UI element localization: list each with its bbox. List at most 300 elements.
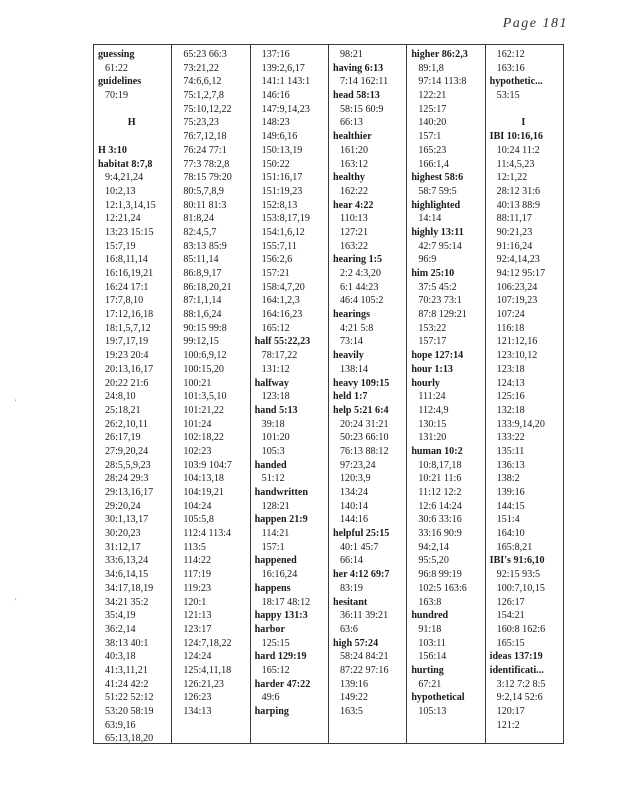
index-subentry: 29:13,16,17 bbox=[105, 487, 154, 498]
index-subentry: 63:6 bbox=[339, 623, 358, 635]
index-subentry: 162:12 bbox=[496, 49, 525, 60]
index-subentry: 12:21,24 bbox=[105, 213, 141, 225]
index-subentry: 101:3,5,10 bbox=[183, 391, 227, 403]
index-entry: happened bbox=[254, 555, 297, 567]
index-subentry: 33:16 90:9 bbox=[418, 528, 462, 540]
index-subentry: 53:20 58:19 bbox=[105, 706, 154, 717]
index-subentry: 12:1,3,14,15 bbox=[105, 199, 156, 211]
index-subentry: 100:7,10,15 bbox=[496, 582, 545, 594]
index-subentry: 30:6 33:16 bbox=[418, 514, 462, 526]
index-entry: IBI 10:16,16 bbox=[489, 131, 543, 143]
index-entry: highly 13:11 bbox=[411, 226, 464, 238]
blank-line bbox=[98, 130, 171, 144]
index-subentry: 11:4,5,23 bbox=[496, 158, 535, 170]
index-column-4 bbox=[329, 45, 407, 743]
index-subentry: 80:11 81:3 bbox=[183, 199, 227, 211]
index-entry: healthy bbox=[332, 172, 365, 184]
index-subentry: 138:14 bbox=[339, 363, 369, 375]
index-entry: happy 131:3 bbox=[254, 610, 308, 622]
index-entry: hand 5:13 bbox=[254, 404, 298, 416]
index-subentry: 113:5 bbox=[183, 541, 206, 553]
index-subentry: 136:13 bbox=[496, 459, 525, 471]
index-subentry: 156:14 bbox=[418, 651, 447, 663]
index-subentry: 10:8,17,18 bbox=[418, 459, 462, 471]
index-subentry: 63:9,16 bbox=[105, 719, 136, 731]
index-subentry: 127:21 bbox=[339, 226, 369, 238]
index-subentry: 10:2,13 bbox=[105, 185, 136, 197]
index-entry: held 1:7 bbox=[332, 391, 368, 403]
index-subentry: 165:12 bbox=[261, 664, 290, 676]
index-subentry: 164:10 bbox=[496, 528, 525, 540]
index-subentry: 100:21 bbox=[183, 377, 212, 389]
index-entry: heavily bbox=[332, 350, 364, 362]
index-entry: hypothetical bbox=[411, 692, 465, 704]
index-subentry: 83:19 bbox=[339, 582, 363, 594]
index-entry: hesitant bbox=[332, 596, 368, 608]
index-subentry: 91:16,24 bbox=[496, 240, 533, 252]
index-entry: hearings bbox=[332, 309, 370, 321]
index-subentry: 133:22 bbox=[496, 432, 525, 444]
index-entry: half 55:22,23 bbox=[254, 336, 311, 348]
index-subentry: 96:9 bbox=[418, 254, 437, 266]
index-subentry: 15:7,19 bbox=[105, 240, 136, 252]
index-subentry: 58:15 60:9 bbox=[339, 103, 384, 115]
index-entry: her 4:12 69:7 bbox=[332, 569, 390, 581]
index-entry: high 57:24 bbox=[332, 637, 379, 649]
index-subentry: 13:23 15:15 bbox=[105, 226, 154, 238]
index-subentry: 17:7,8,10 bbox=[105, 295, 144, 307]
index-subentry: 92:4,14,23 bbox=[496, 254, 540, 266]
index-subentry: 104:13,18 bbox=[183, 473, 224, 485]
index-subentry: 58:24 84:21 bbox=[339, 651, 389, 663]
index-subentry: 99:12,15 bbox=[183, 336, 219, 348]
index-subentry: 41:3,11,21 bbox=[105, 664, 148, 676]
index-subentry: 20:24 31:21 bbox=[339, 418, 389, 430]
index-subentry: 90:21,23 bbox=[496, 226, 533, 238]
index-subentry: 70:23 73:1 bbox=[418, 295, 462, 307]
index-entry: higher 86:2,3 bbox=[411, 49, 468, 60]
index-subentry: 157:17 bbox=[418, 336, 447, 348]
index-column-1 bbox=[94, 45, 172, 743]
index-entry: handed bbox=[254, 459, 287, 471]
index-subentry: 28:12 31:6 bbox=[496, 185, 541, 197]
index-subentry: 114:22 bbox=[183, 555, 211, 567]
section-letter-heading: I bbox=[521, 117, 526, 129]
index-subentry: 123:17 bbox=[183, 623, 212, 635]
index-subentry: 96:8 99:19 bbox=[418, 569, 462, 581]
index-subentry: 114:21 bbox=[261, 528, 290, 540]
index-subentry: 27:9,20,24 bbox=[105, 445, 149, 457]
index-subentry: 16:16,24 bbox=[261, 569, 298, 581]
index-subentry: 58:7 59:5 bbox=[418, 185, 457, 197]
index-subentry: 11:12 12:2 bbox=[418, 487, 462, 498]
index-subentry: 104:19,21 bbox=[183, 487, 224, 498]
index-subentry: 156:2,6 bbox=[261, 254, 293, 266]
section-letter-heading: H bbox=[127, 117, 136, 129]
index-subentry: 107:24 bbox=[496, 309, 525, 321]
index-subentry: 34:21 35:2 bbox=[105, 596, 149, 608]
index-subentry: 28:5,5,9,23 bbox=[105, 459, 151, 471]
index-subentry: 36:11 39:21 bbox=[339, 610, 389, 622]
index-subentry: 12:1,22 bbox=[496, 172, 528, 184]
index-subentry: 120:17 bbox=[496, 706, 525, 717]
index-subentry: 51:22 52:12 bbox=[105, 692, 154, 704]
index-subentry: 17:12,16,18 bbox=[105, 309, 154, 321]
index-subentry: 124:13 bbox=[496, 377, 525, 389]
index-column-5 bbox=[407, 45, 485, 743]
index-subentry: 163:12 bbox=[339, 158, 369, 170]
index-subentry: 2:2 4:3,20 bbox=[339, 268, 381, 279]
blank-line bbox=[490, 103, 563, 117]
index-entry: human 10:2 bbox=[411, 445, 463, 457]
index-subentry: 66:14 bbox=[339, 555, 363, 567]
index-subentry: 104:24 bbox=[183, 500, 212, 512]
index-subentry: 123:18 bbox=[261, 391, 290, 403]
index-subentry: 97:14 113:8 bbox=[418, 76, 467, 88]
index-subentry: 131:20 bbox=[418, 432, 447, 444]
index-subentry: 130:15 bbox=[418, 418, 447, 430]
index-subentry: 49:6 bbox=[261, 692, 280, 704]
index-subentry: 163:22 bbox=[339, 240, 369, 252]
index-subentry: 4:21 5:8 bbox=[339, 322, 374, 334]
index-subentry: 85:11,14 bbox=[183, 254, 219, 266]
index-subentry: 26:2,10,11 bbox=[105, 418, 148, 430]
index-subentry: 151:4 bbox=[496, 514, 520, 526]
index-subentry: 125:16 bbox=[496, 391, 525, 403]
index-subentry: 166:1,4 bbox=[418, 158, 449, 170]
index-subentry: 35:4,19 bbox=[105, 610, 136, 622]
index-entry: hard 129:19 bbox=[254, 651, 307, 663]
index-subentry: 51:12 bbox=[261, 473, 285, 485]
index-subentry: 34:6,14,15 bbox=[105, 569, 149, 581]
index-subentry: 67:21 bbox=[418, 678, 442, 690]
index-subentry: 134:13 bbox=[183, 706, 212, 717]
index-subentry: 102:5 163:6 bbox=[418, 582, 467, 594]
index-subentry: 123:10,12 bbox=[496, 350, 538, 362]
index-subentry: 149:22 bbox=[339, 692, 369, 704]
index-subentry: 121:13 bbox=[183, 610, 212, 622]
index-subentry: 95:5,20 bbox=[418, 555, 449, 567]
index-subentry: 138:2 bbox=[496, 473, 520, 485]
index-subentry: 9:4,21,24 bbox=[105, 172, 144, 184]
index-subentry: 100:15,20 bbox=[183, 363, 224, 375]
index-subentry: 7:14 162:11 bbox=[339, 76, 389, 88]
index-subentry: 101:24 bbox=[183, 418, 212, 430]
index-entry: helpful 25:15 bbox=[332, 528, 390, 540]
index-subentry: 112:4 113:4 bbox=[183, 528, 232, 540]
index-subentry: 14:14 bbox=[418, 213, 442, 225]
index-subentry: 30:20,23 bbox=[105, 528, 141, 540]
index-subentry: 10:21 11:6 bbox=[418, 473, 462, 485]
index-subentry: 6:1 44:23 bbox=[339, 281, 379, 293]
index-subentry: 40:1 45:7 bbox=[339, 541, 379, 553]
index-subentry: 154:21 bbox=[496, 610, 525, 622]
index-subentry: 151:19,23 bbox=[261, 185, 303, 197]
index-subentry: 53:15 bbox=[496, 90, 520, 102]
index-subentry: 139:16 bbox=[496, 487, 525, 498]
scan-artifact-mark: ' bbox=[15, 398, 17, 407]
index-subentry: 163:8 bbox=[418, 596, 442, 608]
index-entry: harping bbox=[254, 706, 289, 717]
index-entry: harder 47:22 bbox=[254, 678, 311, 690]
scan-artifact-mark: ' bbox=[15, 597, 17, 606]
index-subentry: 76:7,12,18 bbox=[183, 131, 227, 143]
index-subentry: 151:16,17 bbox=[261, 172, 303, 184]
index-entry: head 58:13 bbox=[332, 90, 380, 102]
index-entry: IBI's 91:6,10 bbox=[489, 555, 545, 567]
index-entry: hypothetic... bbox=[489, 76, 543, 88]
index-subentry: 107:19,23 bbox=[496, 295, 538, 307]
index-subentry: 12:6 14:24 bbox=[418, 500, 462, 512]
index-entry: guidelines bbox=[98, 76, 142, 88]
index-subentry: 82:4,5,7 bbox=[183, 226, 217, 238]
index-subentry: 18:1,5,7,12 bbox=[105, 322, 151, 334]
index-subentry: 165:23 bbox=[418, 144, 447, 156]
index-subentry: 128:21 bbox=[261, 500, 290, 512]
index-entry: heavy 109:15 bbox=[332, 377, 390, 389]
index-subentry: 103:9 104:7 bbox=[183, 459, 232, 471]
index-entry: identificati... bbox=[489, 664, 544, 676]
index-subentry: 75:23,23 bbox=[183, 117, 219, 129]
index-subentry: 155:7,11 bbox=[261, 240, 297, 252]
index-entry: highest 58:6 bbox=[411, 172, 464, 184]
index-subentry: 124:24 bbox=[183, 651, 212, 663]
index-subentry: 121:2 bbox=[496, 719, 520, 731]
index-subentry: 139:16 bbox=[339, 678, 369, 690]
index-subentry: 164:1,2,3 bbox=[261, 295, 300, 307]
index-subentry: 74:6,6,12 bbox=[183, 76, 222, 88]
index-subentry: 78:17,22 bbox=[261, 350, 298, 362]
index-subentry: 125:17 bbox=[418, 103, 447, 115]
index-entry: help 5:21 6:4 bbox=[332, 404, 389, 416]
index-subentry: 124:7,18,22 bbox=[183, 637, 232, 649]
index-subentry: 24:8,10 bbox=[105, 391, 136, 403]
index-subentry: 144:15 bbox=[496, 500, 525, 512]
index-subentry: 39:18 bbox=[261, 418, 285, 430]
index-column-2 bbox=[172, 45, 250, 743]
index-subentry: 117:19 bbox=[183, 569, 211, 581]
index-subentry: 73:14 bbox=[339, 336, 363, 348]
index-subentry: 94:2,14 bbox=[418, 541, 449, 553]
index-subentry: 157:21 bbox=[261, 268, 290, 279]
index-entry: hear 4:22 bbox=[332, 199, 374, 211]
index-subentry: 153:8,17,19 bbox=[261, 213, 310, 225]
index-subentry: 77:3 78:2,8 bbox=[183, 158, 230, 170]
index-subentry: 140:20 bbox=[418, 117, 447, 129]
index-entry: hour 1:13 bbox=[411, 363, 453, 375]
index-subentry: 120:1 bbox=[183, 596, 207, 608]
index-subentry: 81:8,24 bbox=[183, 213, 214, 225]
index-entry: ideas 137:19 bbox=[489, 651, 543, 663]
index-entry: hundred bbox=[411, 610, 449, 622]
index-subentry: 94:12 95:17 bbox=[496, 268, 546, 279]
index-subentry: 87:1,1,14 bbox=[183, 295, 222, 307]
index-subentry: 3:12 7:2 8:5 bbox=[496, 678, 546, 690]
index-subentry: 160:8 162:6 bbox=[496, 623, 546, 635]
index-subentry: 165:8,21 bbox=[496, 541, 533, 553]
index-subentry: 83:13 85:9 bbox=[183, 240, 227, 252]
index-entry: highlighted bbox=[411, 199, 461, 211]
index-subentry: 40:13 88:9 bbox=[496, 199, 541, 211]
index-subentry: 149:6,16 bbox=[261, 131, 298, 143]
index-entry: handwritten bbox=[254, 487, 308, 498]
index-subentry: 163:5 bbox=[339, 706, 363, 717]
index-subentry: 157:1 bbox=[418, 131, 442, 143]
index-subentry: 126:21,23 bbox=[183, 678, 224, 690]
index-subentry: 92:15 93:5 bbox=[496, 569, 541, 581]
index-subentry: 87:22 97:16 bbox=[339, 664, 389, 676]
index-subentry: 29:20,24 bbox=[105, 500, 141, 512]
index-entry: harbor bbox=[254, 623, 285, 635]
index-entry: hearing 1:5 bbox=[332, 254, 383, 266]
index-subentry: 70:19 bbox=[105, 90, 128, 102]
index-subentry: 25:18,21 bbox=[105, 404, 141, 416]
index-subentry: 80:5,7,8,9 bbox=[183, 185, 224, 197]
index-entry: happen 21:9 bbox=[254, 514, 308, 526]
index-subentry: 105:13 bbox=[418, 706, 447, 717]
index-entry: halfway bbox=[254, 377, 289, 389]
index-subentry: 162:22 bbox=[339, 185, 369, 197]
index-subentry: 75:10,12,22 bbox=[183, 103, 232, 115]
index-subentry: 16:8,11,14 bbox=[105, 254, 148, 266]
index-subentry: 40:3,18 bbox=[105, 651, 136, 663]
index-subentry: 112:4,9 bbox=[418, 404, 449, 416]
index-subentry: 66:13 bbox=[339, 117, 363, 129]
index-subentry: 137:16 bbox=[261, 49, 290, 60]
index-entry: happens bbox=[254, 582, 291, 594]
index-subentry: 41:24 42:2 bbox=[105, 678, 149, 690]
index-subentry: 165:12 bbox=[261, 322, 290, 334]
index-subentry: 154:1,6,12 bbox=[261, 226, 305, 238]
index-entry: healthier bbox=[332, 131, 372, 143]
index-subentry: 131:12 bbox=[261, 363, 290, 375]
index-subentry: 10:24 11:2 bbox=[496, 144, 540, 156]
index-subentry: 121:12,16 bbox=[496, 336, 538, 348]
index-subentry: 111:24 bbox=[418, 391, 446, 403]
index-subentry: 141:1 143:1 bbox=[261, 76, 311, 88]
index-subentry: 31:12,17 bbox=[105, 541, 141, 553]
index-subentry: 132:18 bbox=[496, 404, 525, 416]
index-subentry: 33:6,13,24 bbox=[105, 555, 149, 567]
index-subentry: 86:18,20,21 bbox=[183, 281, 232, 293]
index-subentry: 125:15 bbox=[261, 637, 290, 649]
index-entry: hope 127:14 bbox=[411, 350, 464, 362]
index-subentry: 38:13 40:1 bbox=[105, 637, 149, 649]
index-subentry: 140:14 bbox=[339, 500, 369, 512]
index-column-6 bbox=[486, 45, 563, 743]
index-subentry: 105:3 bbox=[261, 445, 285, 457]
index-subentry: 97:23,24 bbox=[339, 459, 376, 471]
index-subentry: 42:7 95:14 bbox=[418, 240, 462, 252]
index-subentry: 119:23 bbox=[183, 582, 211, 594]
index-subentry: 125:4,11,18 bbox=[183, 664, 232, 676]
index-subentry: 152:8,13 bbox=[261, 199, 298, 211]
index-subentry: 34:17,18,19 bbox=[105, 582, 154, 594]
index-subentry: 36:2,14 bbox=[105, 623, 136, 635]
index-subentry: 28:24 29:3 bbox=[105, 473, 149, 485]
index-subentry: 150:13,19 bbox=[261, 144, 303, 156]
index-subentry: 20:13,16,17 bbox=[105, 363, 154, 375]
index-subentry: 144:16 bbox=[339, 514, 369, 526]
index-subentry: 164:16,23 bbox=[261, 309, 303, 321]
index-subentry: 101:21,22 bbox=[183, 404, 224, 416]
index-column-3 bbox=[251, 45, 329, 743]
index-entry: having 6:13 bbox=[332, 62, 384, 74]
index-subentry: 146:16 bbox=[261, 90, 290, 102]
index-entry: H 3:10 bbox=[98, 144, 127, 156]
blank-line bbox=[98, 103, 171, 117]
index-subentry: 101:20 bbox=[261, 432, 290, 444]
index-subentry: 75:1,2,7,8 bbox=[183, 90, 224, 102]
index-subentry: 150:22 bbox=[261, 158, 290, 170]
index-subentry: 106:23,24 bbox=[496, 281, 538, 293]
index-subentry: 135:11 bbox=[496, 445, 525, 457]
index-subentry: 20:22 21:6 bbox=[105, 377, 149, 389]
index-subentry: 165:15 bbox=[496, 637, 525, 649]
index-subentry: 88:11,17 bbox=[496, 213, 532, 225]
index-entry: hurting bbox=[411, 664, 444, 676]
index-subentry: 46:4 105:2 bbox=[339, 295, 384, 307]
index-subentry: 61:22 bbox=[105, 62, 128, 74]
word-index-table bbox=[93, 44, 564, 744]
index-entry: hourly bbox=[411, 377, 440, 389]
index-subentry: 147:9,14,23 bbox=[261, 103, 310, 115]
index-subentry: 91:18 bbox=[418, 623, 442, 635]
index-subentry: 126:23 bbox=[183, 692, 212, 704]
index-subentry: 139:2,6,17 bbox=[261, 62, 305, 74]
index-subentry: 76:24 77:1 bbox=[183, 144, 227, 156]
index-subentry: 102:18,22 bbox=[183, 432, 224, 444]
index-subentry: 126:17 bbox=[496, 596, 525, 608]
index-subentry: 103:11 bbox=[418, 637, 446, 649]
index-subentry: 16:24 17:1 bbox=[105, 281, 149, 293]
index-subentry: 161:20 bbox=[339, 144, 369, 156]
index-subentry: 18:17 48:12 bbox=[261, 596, 311, 608]
index-subentry: 133:9,14,20 bbox=[496, 418, 545, 430]
index-subentry: 120:3,9 bbox=[339, 473, 371, 485]
index-subentry: 158:4,7,20 bbox=[261, 281, 305, 293]
index-subentry: 123:18 bbox=[496, 363, 525, 375]
index-subentry: 50:23 66:10 bbox=[339, 432, 389, 444]
index-subentry: 73:21,22 bbox=[183, 62, 219, 74]
index-subentry: 122:21 bbox=[418, 90, 447, 102]
index-subentry: 9:2,14 52:6 bbox=[496, 692, 543, 704]
index-subentry: 89:1,8 bbox=[418, 62, 444, 74]
index-subentry: 26:17,19 bbox=[105, 432, 141, 444]
index-subentry: 163:16 bbox=[496, 62, 525, 74]
index-subentry: 30:1,13,17 bbox=[105, 514, 149, 526]
index-subentry: 19:23 20:4 bbox=[105, 350, 149, 362]
index-subentry: 86:8,9,17 bbox=[183, 268, 222, 279]
index-subentry: 78:15 79:20 bbox=[183, 172, 232, 184]
index-subentry: 102:23 bbox=[183, 445, 212, 457]
index-subentry: 116:18 bbox=[496, 322, 525, 334]
index-subentry: 76:13 88:12 bbox=[339, 445, 389, 457]
index-subentry: 105:5,8 bbox=[183, 514, 214, 526]
index-subentry: 153:22 bbox=[418, 322, 447, 334]
index-subentry: 16:16,19,21 bbox=[105, 268, 154, 279]
index-subentry: 87:8 129:21 bbox=[418, 309, 467, 321]
index-subentry: 148:23 bbox=[261, 117, 290, 129]
index-entry: habitat 8:7,8 bbox=[98, 158, 153, 170]
index-subentry: 65:23 66:3 bbox=[183, 49, 227, 60]
index-entry: him 25:10 bbox=[411, 268, 455, 279]
index-subentry: 110:13 bbox=[339, 213, 368, 225]
index-subentry: 98:21 bbox=[339, 49, 363, 60]
index-subentry: 100:6,9,12 bbox=[183, 350, 227, 362]
index-subentry: 65:13,18,20 bbox=[105, 733, 154, 743]
index-subentry: 90:15 99:8 bbox=[183, 322, 227, 334]
